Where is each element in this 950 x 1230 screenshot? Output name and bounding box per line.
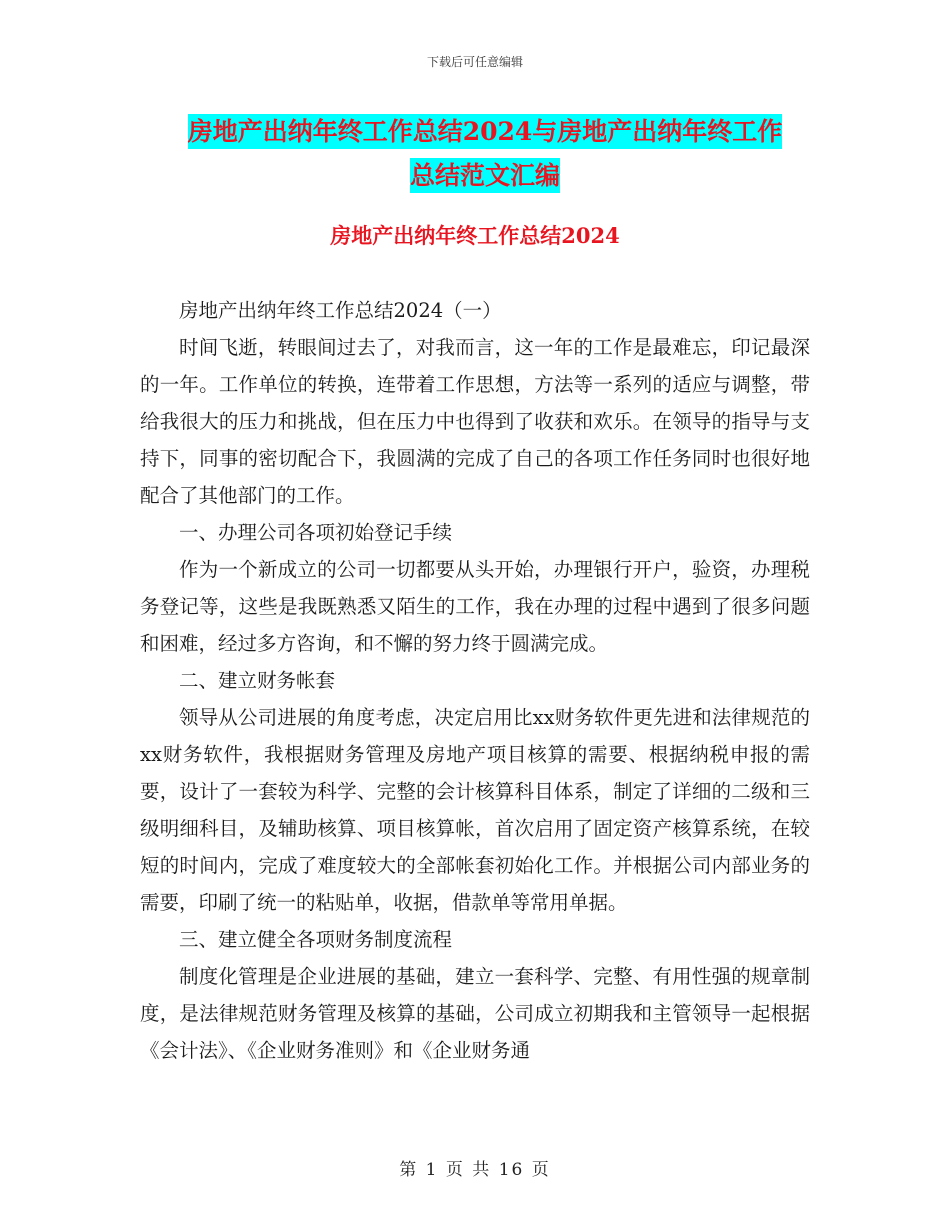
page-footer: 第 1 页 共 16 页 — [399, 1160, 551, 1180]
paragraph-heading: 二、建立财务帐套 — [179, 669, 336, 692]
paragraph-subtitle: 房地产出纳年终工作总结2024（一） — [179, 299, 502, 322]
paragraph: 作为一个新成立的公司一切都要从头开始，办理银行开户，验资，办理税务登记等，这些是我既熟悉又陌生的工作，我在办理的过程中遇到了很多问题和困难，经过多方咨询，和不懈的努力终于圆满完成。 — [140, 558, 810, 655]
paragraph: 领导从公司进展的角度考虑，决定启用比xx财务软件更先进和法律规范的xx财务软件，我根据财务管理及房地产项目核算的需要、根据纳税申报的需要，设计了一套较为科学、完整的会计核算科目体系，制定了详细的二级和三级明细科目，及辅助核算、项目核算帐，首次启用了固定资产核算系统，在较短的时间内，完成了难度较大的全部帐套初始化工作。并根据公司内部业务的需要，印刷了统一的粘贴单，收据，借款单等常用单据。 — [140, 706, 810, 914]
section-title: 房地产出纳年终工作总结2024 — [330, 223, 620, 248]
paragraph: 时间飞逝，转眼间过去了，对我而言，这一年的工作是最难忘，印记最深的一年。工作单位的转换，连带着工作思想，方法等一系列的适应与调整，带给我很大的压力和挑战，但在压力中也得到了收获和欢乐。在领导的指导与支持下，同事的密切配合下，我圆满的完成了自己的各项工作任务同时也很好地配合了其他部门的工作。 — [140, 336, 810, 507]
document-body — [140, 292, 810, 1069]
document-title — [140, 110, 830, 198]
paragraph: 制度化管理是企业进展的基础，建立一套科学、完整、有用性强的规章制度，是法律规范财务管理及核算的基础，公司成立初期我和主管领导一起根据《会计法》、《企业财务准则》和《企业财务通 — [140, 965, 810, 1062]
paragraph-heading: 三、建立健全各项财务制度流程 — [179, 928, 453, 951]
document-title-line-1: 房地产出纳年终工作总结2024与房地产出纳年终工作 — [188, 114, 783, 149]
document-title-line-2: 总结范文汇编 — [410, 158, 560, 193]
paragraph-heading: 一、办理公司各项初始登记手续 — [179, 521, 453, 544]
page-header: 下载后可任意编辑 — [426, 55, 523, 69]
